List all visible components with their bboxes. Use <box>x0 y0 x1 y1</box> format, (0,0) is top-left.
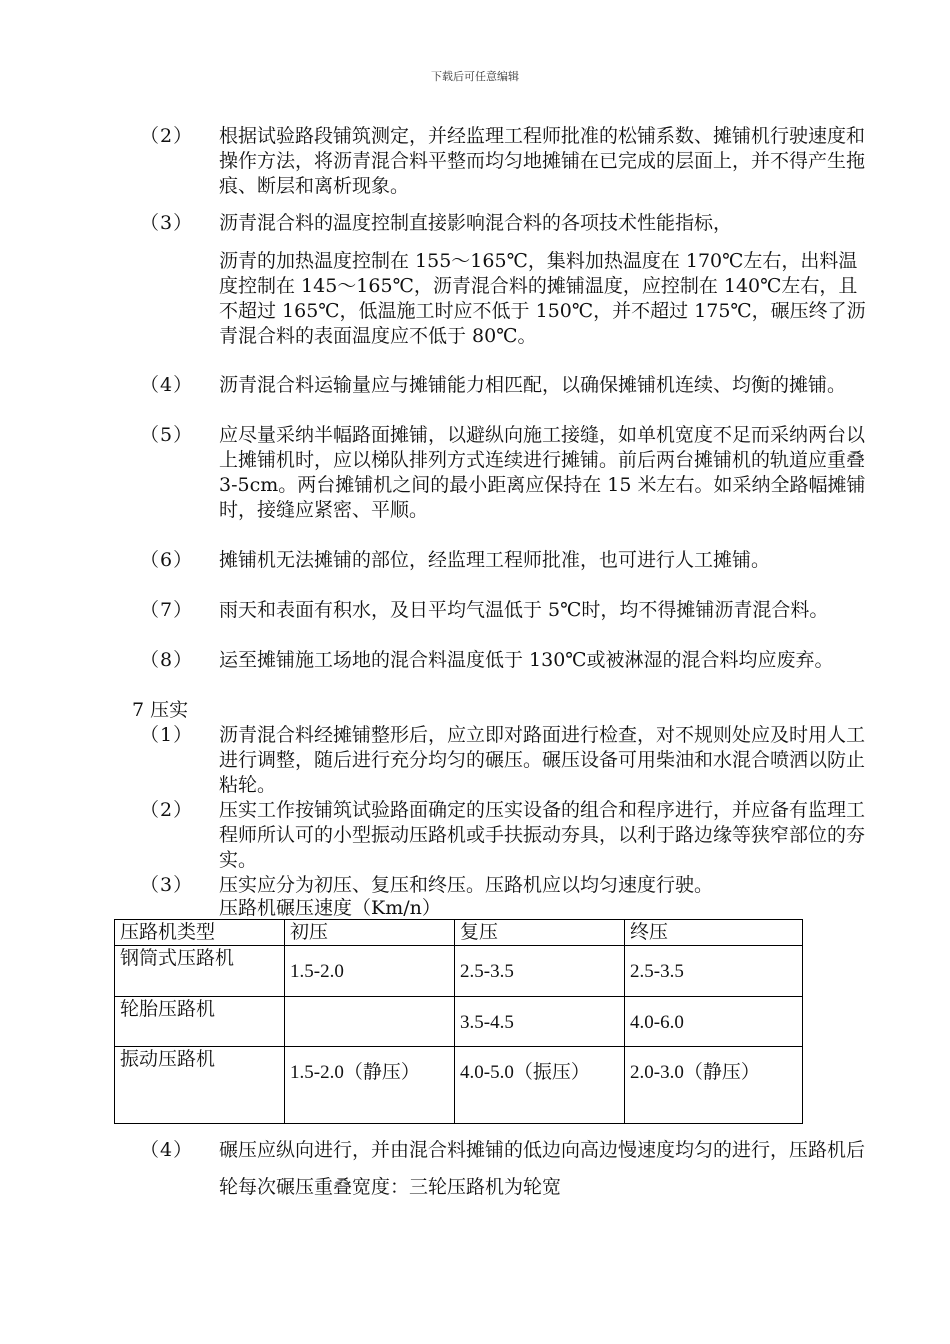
item-text: 压实应分为初压、复压和终压。压路机应以均匀速度行驶。 <box>219 874 714 896</box>
table-cell: 4.0-6.0 <box>625 997 803 1047</box>
table-cell: 振动压路机 <box>115 1047 285 1124</box>
table-header-cell: 终压 <box>625 920 803 946</box>
item-number: （7） <box>140 599 194 621</box>
roller-speed-table <box>114 919 803 1124</box>
item-text: 摊铺机无法摊铺的部位，经监理工程师批准，也可进行人工摊铺。 <box>219 549 771 571</box>
table-cell: 1.5-2.0（静压） <box>285 1047 455 1124</box>
item-number: （6） <box>140 549 194 571</box>
item-number: （1） <box>140 724 194 746</box>
item-text: 应尽量采纳半幅路面摊铺，以避纵向施工接缝，如单机宽度不足而采纳两台以上摊铺机时，应以梯队排列方式连续进行摊铺。前后两台摊铺机的轨道应重叠 3-5cm。两台摊铺机之间的最小距离应保持在 15 米左右。如采纳全路幅摊铺时，接缝应紧密、平顺。 <box>219 424 866 521</box>
item-text: 沥青混合料的温度控制直接影响混合料的各项技术性能指标， <box>219 212 733 234</box>
table-header-row <box>115 920 803 946</box>
item-number: （3） <box>140 874 194 896</box>
item-number: （4） <box>140 374 194 396</box>
table-row <box>115 1047 803 1124</box>
table-header-cell: 复压 <box>455 920 625 946</box>
item-number: （2） <box>140 125 194 147</box>
table-row <box>115 946 803 997</box>
table-cell: 2.0-3.0（静压） <box>625 1047 803 1124</box>
item-number: （2） <box>140 799 194 821</box>
item-number: （5） <box>140 424 194 446</box>
item-text: 根据试验路段铺筑测定，并经监理工程师批准的松铺系数、摊铺机行驶速度和操作方法，将沥青混合料平整而均匀地摊铺在已完成的层面上，并不得产生拖痕、断层和离析现象。 <box>219 125 866 197</box>
table-cell <box>285 997 455 1047</box>
item-text: 沥青的加热温度控制在 155～165℃，集料加热温度在 170℃左右，出料温度控制在 145～165℃，沥青混合料的摊铺温度，应控制在 140℃左右，且不超过 165℃，低温施工时应不低于 150℃，并不超过 175℃，碾压终了沥青混合料的表面温度应不低于 80℃。 <box>219 250 866 347</box>
table-cell: 轮胎压路机 <box>115 997 285 1047</box>
item-text: 沥青混合料经摊铺整形后，应立即对路面进行检查，对不规则处应及时用人工进行调整，随后进行充分均匀的碾压。碾压设备可用柴油和水混合喷洒以防止粘轮。 <box>219 724 866 796</box>
table-cell: 3.5-4.5 <box>455 997 625 1047</box>
table-cell: 钢筒式压路机 <box>115 946 285 997</box>
item-text: 运至摊铺施工场地的混合料温度低于 130℃或被淋湿的混合料均应废弃。 <box>219 649 834 671</box>
table-cell: 1.5-2.0 <box>285 946 455 997</box>
table-header-cell: 初压 <box>285 920 455 946</box>
item-text: 雨天和表面有积水，及日平均气温低于 5℃时，均不得摊铺沥青混合料。 <box>219 599 829 621</box>
item-text: 沥青混合料运输量应与摊铺能力相匹配，以确保摊铺机连续、均衡的摊铺。 <box>219 374 847 396</box>
table-caption: 压路机碾压速度（Km/n） <box>219 897 441 919</box>
table-cell: 2.5-3.5 <box>625 946 803 997</box>
item-number: （3） <box>140 212 194 234</box>
table-cell: 2.5-3.5 <box>455 946 625 997</box>
page-header: 下载后可任意编辑 <box>431 70 519 83</box>
item-number: （4） <box>140 1139 194 1161</box>
table-cell: 4.0-5.0（振压） <box>455 1047 625 1124</box>
section-title: 7 压实 <box>132 699 189 721</box>
table-row <box>115 997 803 1047</box>
table-header-cell: 压路机类型 <box>115 920 285 946</box>
item-number: （8） <box>140 649 194 671</box>
item-text: 压实工作按铺筑试验路面确定的压实设备的组合和程序进行，并应备有监理工程师所认可的小型振动压路机或手扶振动夯具，以利于路边缘等狭窄部位的夯实。 <box>219 799 866 871</box>
item-text: 碾压应纵向进行，并由混合料摊铺的低边向高边慢速度均匀的进行，压路机后轮每次碾压重叠宽度：三轮压路机为轮宽 <box>219 1139 866 1198</box>
